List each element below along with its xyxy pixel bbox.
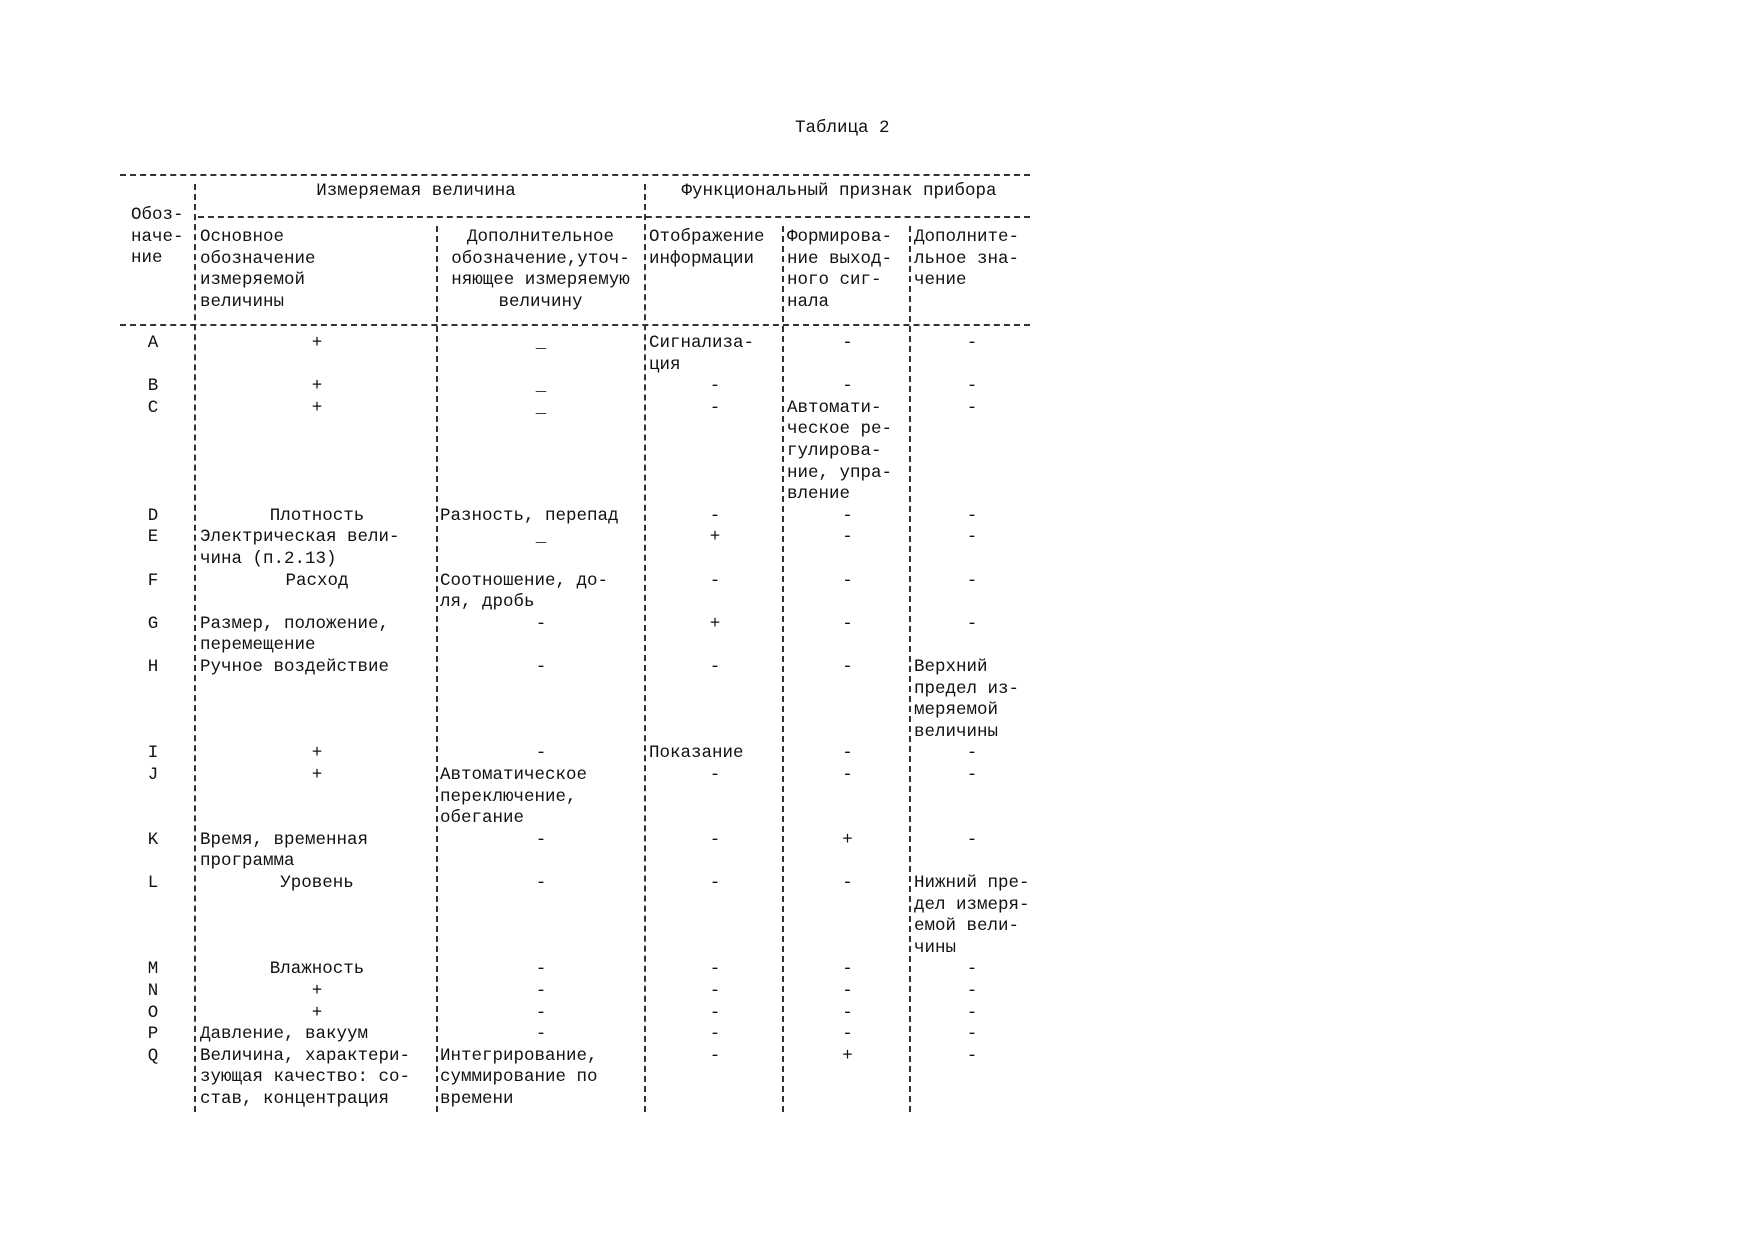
table-cell-display: -: [709, 376, 721, 397]
table-cell-output: -: [842, 613, 853, 634]
table-cell-display: -: [709, 765, 721, 785]
table-cell-display: Показание: [649, 743, 744, 764]
table-cell-main: Ручное воздействие: [200, 657, 390, 677]
table-cell-extra: -: [966, 743, 978, 764]
table-cell-extra: -: [966, 959, 978, 980]
table-cell-main: Расход: [285, 570, 349, 591]
table-cell-additional: -: [535, 981, 547, 1001]
table-cell-code: M: [147, 959, 159, 980]
table-cell-display: -: [709, 873, 721, 893]
table-cell-display: -: [709, 1045, 721, 1066]
column-divider: [436, 226, 438, 1112]
table-cell-main: +: [311, 376, 323, 397]
table-cell-additional: -: [535, 613, 547, 634]
table-cell-output: -: [842, 981, 853, 1001]
table-cell-display: +: [709, 527, 721, 548]
header-bottom-rule: [120, 324, 1030, 326]
column-divider: [644, 184, 646, 1112]
table-top-rule: [120, 174, 1030, 176]
table-cell-additional: _: [535, 333, 547, 353]
table-cell-output: +: [842, 1045, 853, 1066]
table-cell-additional: Соотношение, до- ля, дробь: [440, 570, 609, 613]
group-header-rule: [198, 216, 1030, 218]
table-cell-output: -: [842, 657, 853, 677]
column-divider: [194, 184, 196, 1112]
table-cell-main: +: [311, 333, 323, 353]
table-cell-extra: -: [966, 981, 978, 1001]
table-cell-code: D: [147, 505, 159, 526]
table-cell-output: -: [842, 527, 853, 548]
table-cell-extra: -: [966, 527, 978, 548]
table-cell-code: K: [147, 829, 159, 850]
table-cell-main: +: [311, 765, 323, 785]
table-cell-additional: -: [535, 873, 547, 893]
table-cell-display: -: [709, 829, 721, 850]
column-header-designation: Обоз- наче- ние: [131, 205, 184, 269]
table-cell-display: -: [709, 1002, 721, 1023]
column-header-main: Основное обозначение измеряемой величины: [200, 227, 316, 312]
table-cell-code: Q: [147, 1045, 159, 1066]
column-divider: [782, 226, 784, 1112]
column-header-additional: Дополнительное обозначение,уточ- няющее измеряемую величину: [451, 227, 630, 312]
table-cell-display: +: [709, 613, 721, 634]
table-cell-additional: _: [535, 376, 547, 397]
table-cell-output: Автомати- ческое ре- гулирова- ние, упра- вление: [787, 397, 893, 505]
table-cell-extra: -: [966, 1002, 978, 1023]
table-cell-extra: -: [966, 765, 978, 785]
table-cell-code: I: [147, 743, 159, 764]
table-cell-code: C: [147, 397, 159, 418]
table-cell-main: Размер, положение, перемещение: [200, 613, 390, 656]
table-cell-output: -: [842, 570, 853, 591]
column-divider: [909, 226, 911, 1112]
table-cell-extra: -: [966, 570, 978, 591]
table-cell-extra: -: [966, 376, 978, 397]
table-cell-extra: -: [966, 397, 978, 418]
table-cell-extra: -: [966, 333, 978, 353]
table-cell-output: -: [842, 873, 853, 893]
table-cell-output: -: [842, 959, 853, 980]
table-cell-display: -: [709, 505, 721, 526]
table-cell-output: -: [842, 333, 853, 353]
table-cell-display: -: [709, 657, 721, 677]
table-cell-code: G: [147, 613, 159, 634]
table-cell-code: J: [147, 765, 159, 785]
table-cell-additional: -: [535, 1024, 547, 1045]
table-cell-main: Время, временная программа: [200, 829, 369, 872]
table-cell-code: E: [147, 527, 159, 548]
table-cell-main: Давление, вакуум: [200, 1024, 369, 1045]
table-cell-additional: -: [535, 829, 547, 850]
table-cell-display: -: [709, 959, 721, 980]
table-cell-additional: _: [535, 527, 547, 548]
table-cell-display: -: [709, 570, 721, 591]
table-cell-extra: -: [966, 505, 978, 526]
table-cell-code: P: [147, 1024, 159, 1045]
table-cell-display: -: [709, 397, 721, 418]
table-cell-main: +: [311, 981, 323, 1001]
column-header-display: Отображение информации: [649, 227, 765, 269]
table-cell-output: -: [842, 505, 853, 526]
table-cell-code: L: [147, 873, 159, 893]
table-cell-main: Электрическая вели- чина (п.2.13): [200, 527, 400, 569]
table-cell-code: A: [147, 333, 159, 353]
table-cell-code: O: [147, 1002, 159, 1023]
table-cell-additional: Автоматическое переключение, обегание: [440, 765, 588, 829]
table-cell-output: -: [842, 743, 853, 764]
table-cell-output: +: [842, 829, 853, 850]
table-cell-display: Сигнализа- ция: [649, 333, 755, 375]
column-header-output: Формирова- ние выход- ного сиг- нала: [787, 227, 893, 312]
table-cell-additional: -: [535, 657, 547, 677]
table-cell-output: -: [842, 765, 853, 785]
table-cell-main: Влажность: [269, 959, 365, 980]
table-cell-extra: -: [966, 1045, 978, 1066]
table-cell-additional: -: [535, 743, 547, 764]
table-cell-main: +: [311, 743, 323, 764]
table-cell-main: Плотность: [269, 505, 365, 526]
table-cell-extra: Нижний пре- дел измеря- емой вели- чины: [914, 873, 1030, 958]
column-header-extra: Дополните- льное зна- чение: [914, 227, 1020, 291]
group-header-functional: Функциональный признак прибора: [681, 181, 997, 201]
table-cell-code: B: [147, 376, 159, 397]
table-cell-output: -: [842, 376, 853, 397]
table-cell-additional: Интегрирование, суммирование по времени: [440, 1045, 598, 1109]
table-cell-display: -: [709, 981, 721, 1001]
table-cell-extra: -: [966, 1024, 978, 1045]
table-cell-additional: Разность, перепад: [440, 505, 619, 526]
table-caption: Таблица 2: [795, 118, 890, 138]
table-cell-code: H: [147, 657, 159, 677]
table-cell-extra: -: [966, 829, 978, 850]
table-cell-extra: -: [966, 613, 978, 634]
table-cell-code: F: [147, 570, 159, 591]
table-cell-main: +: [311, 397, 323, 418]
table-cell-display: -: [709, 1024, 721, 1045]
table-cell-output: -: [842, 1002, 853, 1023]
table-cell-main: Уровень: [280, 873, 354, 893]
table-cell-additional: -: [535, 959, 547, 980]
table-cell-main: +: [311, 1002, 323, 1023]
table-cell-additional: _: [535, 397, 547, 418]
table-cell-code: N: [147, 981, 159, 1001]
group-header-measured: Измеряемая величина: [316, 181, 516, 201]
table-cell-extra: Верхний предел из- меряемой величины: [914, 657, 1020, 742]
table-cell-main: Величина, характери- зующая качество: со- став, концентрация: [200, 1045, 411, 1109]
table-cell-output: -: [842, 1024, 853, 1045]
table-cell-additional: -: [535, 1002, 547, 1023]
